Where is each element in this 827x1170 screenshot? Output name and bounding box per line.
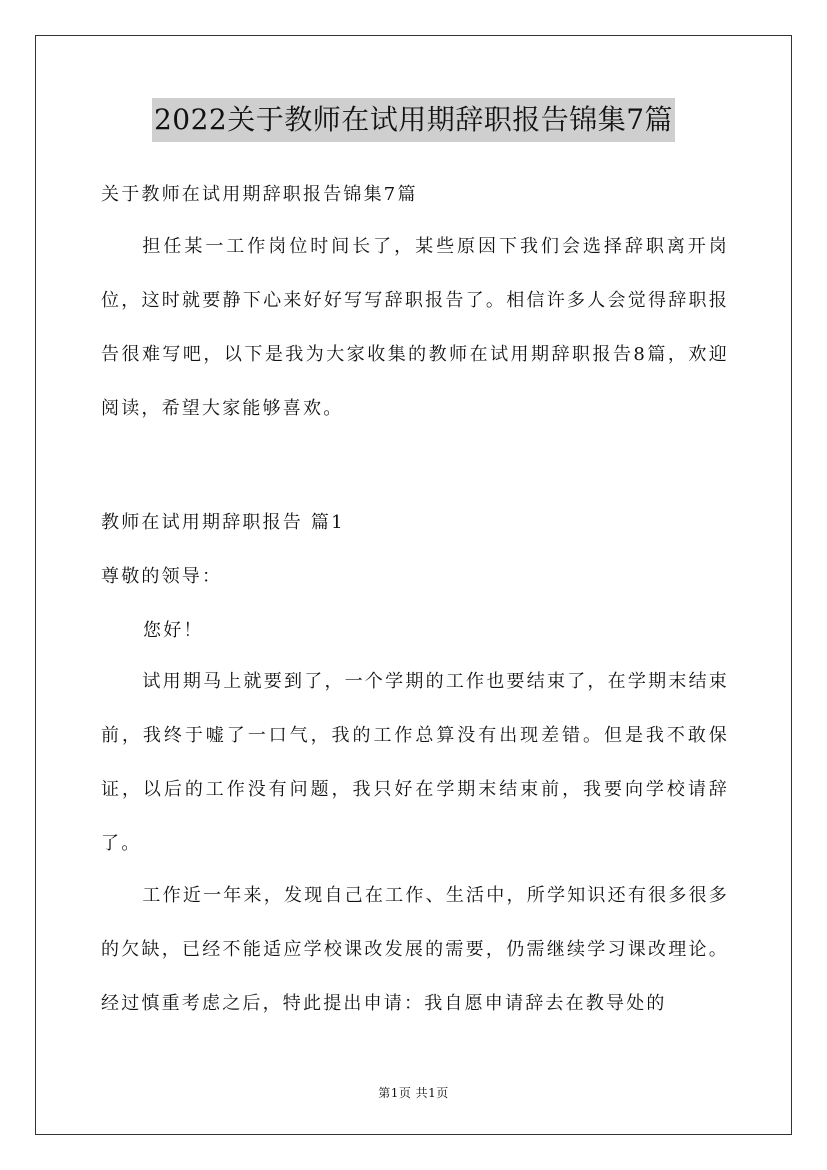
document-title: 2022关于教师在试用期辞职报告锦集7篇 <box>152 98 675 142</box>
section-heading: 教师在试用期辞职报告 篇1 <box>101 512 345 533</box>
greeting: 您好！ <box>143 620 204 641</box>
page-footer: 第1页 共1页 <box>378 1086 449 1100</box>
body-paragraph-1: 试用期马上就要到了，一个学期的工作也要结束了，在学期末结束前，我终于嘘了一口气，我的工作总算没有出现差错。但是我不敢保证，以后的工作没有问题，我只好在学期末结束前，我要向学校请辞了。 <box>101 671 729 854</box>
title-container <box>0 98 827 142</box>
body-paragraph-2: 工作近一年来，发现自己在工作、生活中，所学知识还有很多很多的欠缺，已经不能适应学校课改发展的需要，仍需继续学习课改理论。经过慎重考虑之后，特此提出申请：我自愿申请辞去在教导处的 <box>101 885 729 1014</box>
salutation: 尊敬的领导： <box>101 566 223 587</box>
document-subtitle: 关于教师在试用期辞职报告锦集7篇 <box>101 184 418 205</box>
intro-paragraph: 担任某一工作岗位时间长了，某些原因下我们会选择辞职离开岗位，这时就要静下心来好好写写辞职报告了。相信许多人会觉得辞职报告很难写吧，以下是我为大家收集的教师在试用期辞职报告8篇，欢迎阅读，希望大家能够喜欢。 <box>101 236 729 419</box>
